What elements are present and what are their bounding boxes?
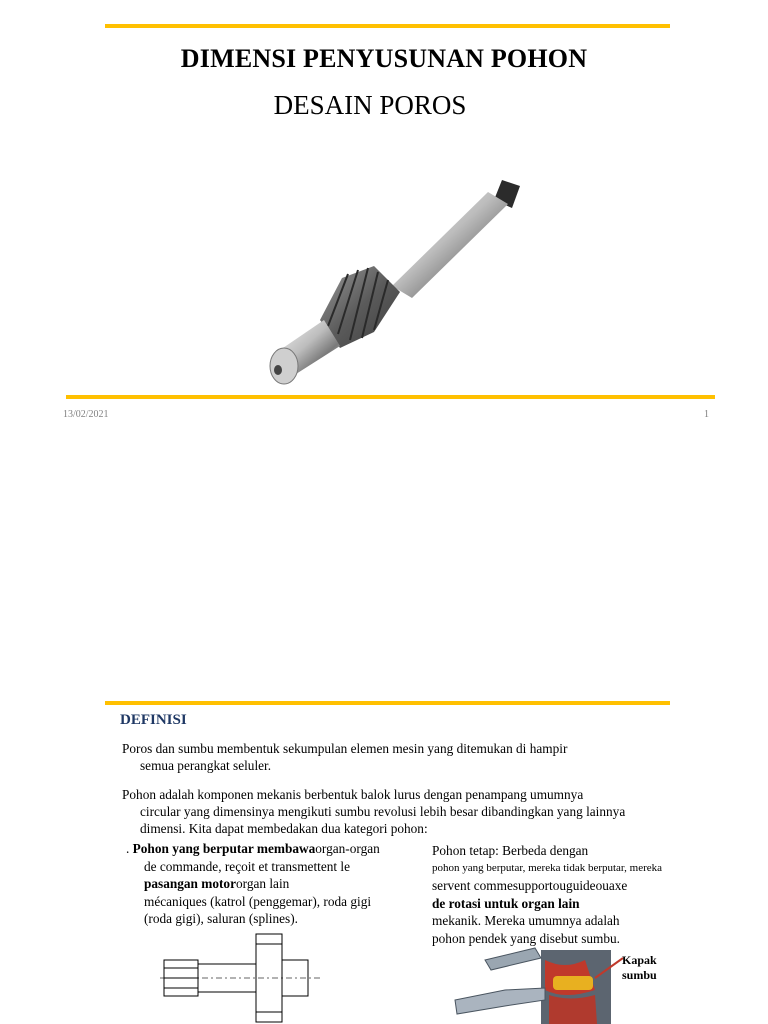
paragraph-2 [122,786,692,837]
rotating-shaft-term: Pohon yang berputar membawa [132,841,316,856]
slide-title: DIMENSI PENYUSUNAN POHON [180,44,588,73]
slide2-top-divider [105,701,670,705]
rotating-shaft-text-3: organ lain [235,876,290,891]
fixed-shaft-column [432,842,702,947]
paragraph-2-line-2: circular yang dimensinya mengikuti sumbu revolusi lebih besar dibandingkan yang lainnya [140,804,626,819]
rotating-shaft-text-1: organ-organ [315,841,380,856]
rotating-shaft-column [126,840,406,928]
section-heading: DEFINISI [120,712,187,728]
slide-subtitle: DESAIN POROS [273,90,467,120]
footer-date: 13/02/2021 [63,409,109,420]
rotating-shaft-text-5: (roda gigi), saluran (splines). [144,911,298,926]
footer-page-number: 1 [704,409,709,420]
axle-label-line-2: sumbu [622,968,657,982]
motor-couple-term: pasangan motor [144,876,236,891]
fixed-shaft-text-6: pohon pendek yang disebut sumbu. [432,930,620,946]
rotating-shaft-drawing [160,930,320,1024]
rotation-term: de rotasi untuk organ lain [432,895,580,911]
rotating-shaft-text-4: mécaniques (katrol (penggemar), roda gigi [144,893,372,909]
paragraph-1-line-2: semua perangkat seluler. [140,758,272,773]
shaft-image [262,170,527,390]
fixed-shaft-text-5: mekanik. Mereka umumnya adalah [432,913,620,928]
paragraph-2-line-3: dimensi. Kita dapat membedakan dua kategori pohon: [140,821,428,836]
axle-label-line-1: Kapak [622,953,657,967]
fixed-shaft-text-3: servent commesupportouguideouaxe [432,878,628,893]
paragraph-2-line-1: Pohon adalah komponen mekanis berbentuk balok lurus dengan penampang umumnya [122,787,584,802]
axle-label [622,953,657,983]
list-prefix: . [126,841,133,856]
slide-bottom-divider [66,395,715,399]
paragraph-1 [122,740,682,774]
rotating-shaft-text-2: de commande, reçoit et transmettent le [144,858,351,874]
top-divider [105,24,670,28]
paragraph-1-line-1: Poros dan sumbu membentuk sekumpulan elemen mesin yang ditemukan di hampir [122,741,568,756]
fixed-shaft-text-1: Pohon tetap: Berbeda dengan [432,843,589,858]
fixed-shaft-text-2: pohon yang berputar, mereka tidak berputar, mereka [432,861,663,874]
